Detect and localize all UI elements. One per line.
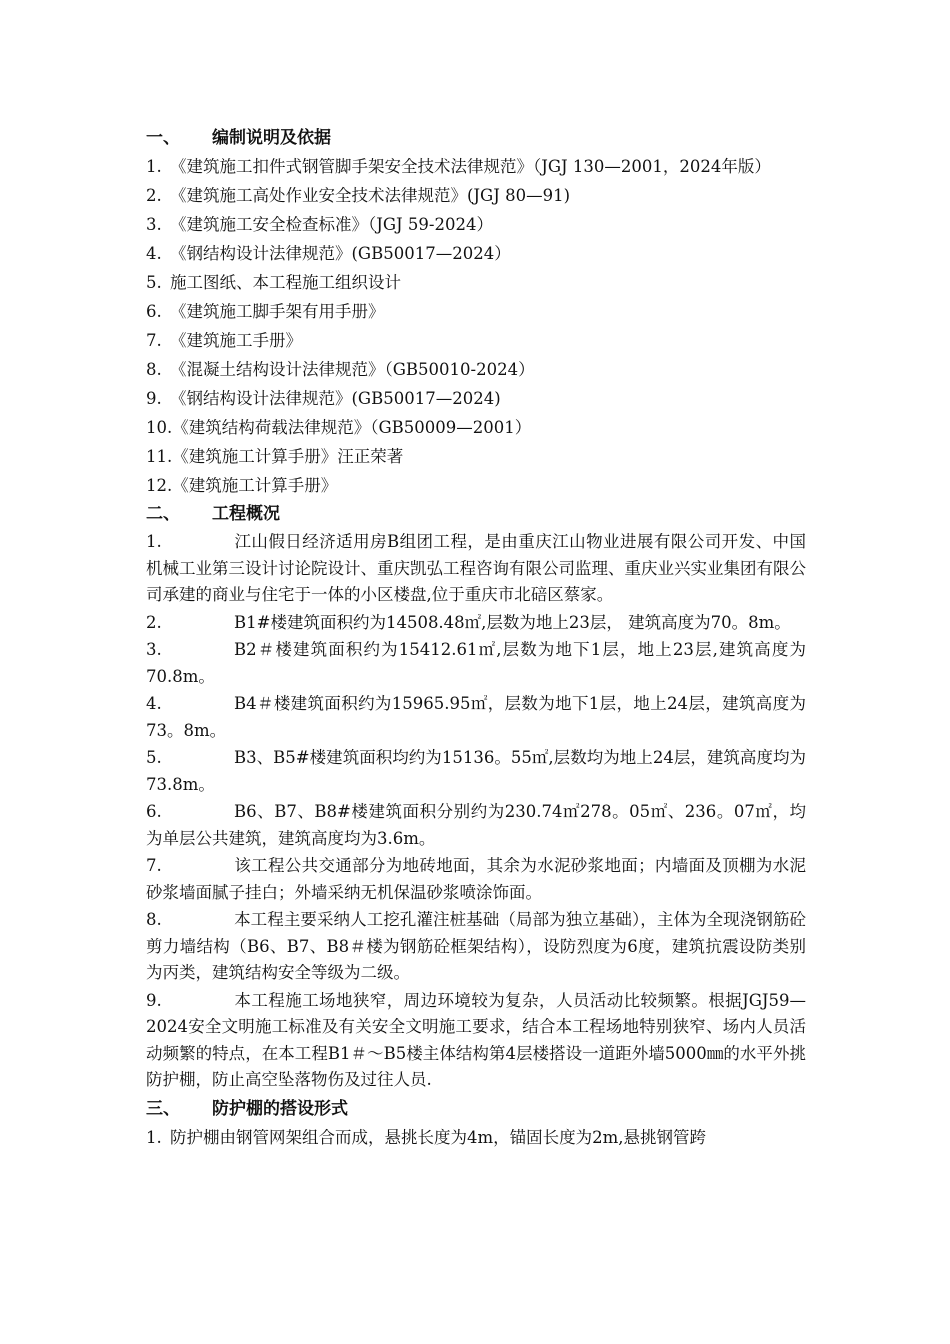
list-item: 9. 《钢结构设计法律规范》(GB50017—2024) [146,389,501,408]
list-item: 1. 《建筑施工扣件式钢管脚手架安全技术法律规范》（JGJ 130—2001，2024年版） [146,157,771,176]
section-heading [146,1095,806,1123]
list-item: 3. 《建筑施工安全检查标准》（JGJ 59-2024） [146,215,493,234]
list-item: 2. 《建筑施工高处作业安全技术法律规范》(JGJ 80—91) [146,186,571,205]
reference-list [146,152,806,500]
paragraph: 6. B6、B7、B8#楼建筑面积分别约为230.74㎡278。05㎡、236。07㎡，均为单层公共建筑，建筑高度均为3.6m。 [146,802,806,848]
form-list [146,1123,806,1152]
paragraph: 4. B4＃楼建筑面积约为15965.95㎡，层数为地下1层，地上24层，建筑高度为73。8m。 [146,694,806,740]
list-item: 5. 施工图纸、本工程施工组织设计 [146,273,401,292]
section-title: 工程概况 [212,504,280,524]
list-item: 4. 《钢结构设计法律规范》(GB50017—2024） [146,244,511,263]
document-body [146,124,806,1152]
list-item: 8. 《混凝土结构设计法律规范》（GB50010-2024） [146,360,535,379]
list-item: 6. 《建筑施工脚手架有用手册》 [146,302,385,321]
section-number: 二、 [146,504,180,524]
paragraph: 8. 本工程主要采纳人工挖孔灌注桩基础（局部为独立基础），主体为全现浇钢筋砼剪力墙结构（B6、B7、B8＃楼为钢筋砼框架结构），设防烈度为6度，建筑抗震设防类别为丙类，建筑结构安全等级为二级。 [146,910,806,982]
paragraph: 3. B2＃楼建筑面积约为15412.61㎡,层数为地下1层，地上23层,建筑高度为70.8m。 [146,640,806,686]
paragraph: 2. B1#楼建筑面积约为14508.48㎡,层数为地上23层， 建筑高度为70。8m。 [146,612,791,632]
list-item: 1. 防护棚由钢管网架组合而成，悬挑长度为4m，锚固长度为2m,悬挑钢管跨 [146,1127,707,1147]
paragraph: 1. 江山假日经济适用房B组团工程，是由重庆江山物业进展有限公司开发、中国机械工业第三设计讨论院设计、重庆凯弘工程咨询有限公司监理、重庆业兴实业集团有限公司承建的商业与住宅于一体的小区楼盘,位于重庆市北碚区蔡家。 [146,532,806,604]
paragraph: 5. B3、B5#楼建筑面积均约为15136。55㎡,层数均为地上24层，建筑高度均为73.8m。 [146,748,806,794]
list-item: 7. 《建筑施工手册》 [146,331,302,350]
section-title: 编制说明及依据 [212,128,331,148]
section-number: 三、 [146,1098,180,1119]
section-heading [146,124,806,152]
section-heading [146,500,806,528]
list-item: 10.《建筑结构荷载法律规范》（GB50009—2001） [146,418,532,437]
section-title: 防护棚的搭设形式 [212,1098,348,1119]
section-number: 一、 [146,128,180,148]
paragraph: 9. 本工程施工场地狭窄，周边环境较为复杂，人员活动比较频繁。根据JGJ59—2024安全文明施工标准及有关安全文明施工要求，结合本工程场地特别狭窄、场内人员活动频繁的特点，在本工程B1＃～B5楼主体结构第4层楼搭设一道距外墙5000㎜的水平外挑防护棚，防止高空坠落物伤及过往人员. [146,990,806,1089]
list-item: 12.《建筑施工计算手册》 [146,476,338,495]
list-item: 11.《建筑施工计算手册》汪正荣著 [146,447,404,466]
overview-list [146,529,806,1094]
paragraph: 7. 该工程公共交通部分为地砖地面，其余为水泥砂浆地面；内墙面及顶棚为水泥砂浆墙面腻子挂白；外墙采纳无机保温砂浆喷涂饰面。 [146,856,806,902]
